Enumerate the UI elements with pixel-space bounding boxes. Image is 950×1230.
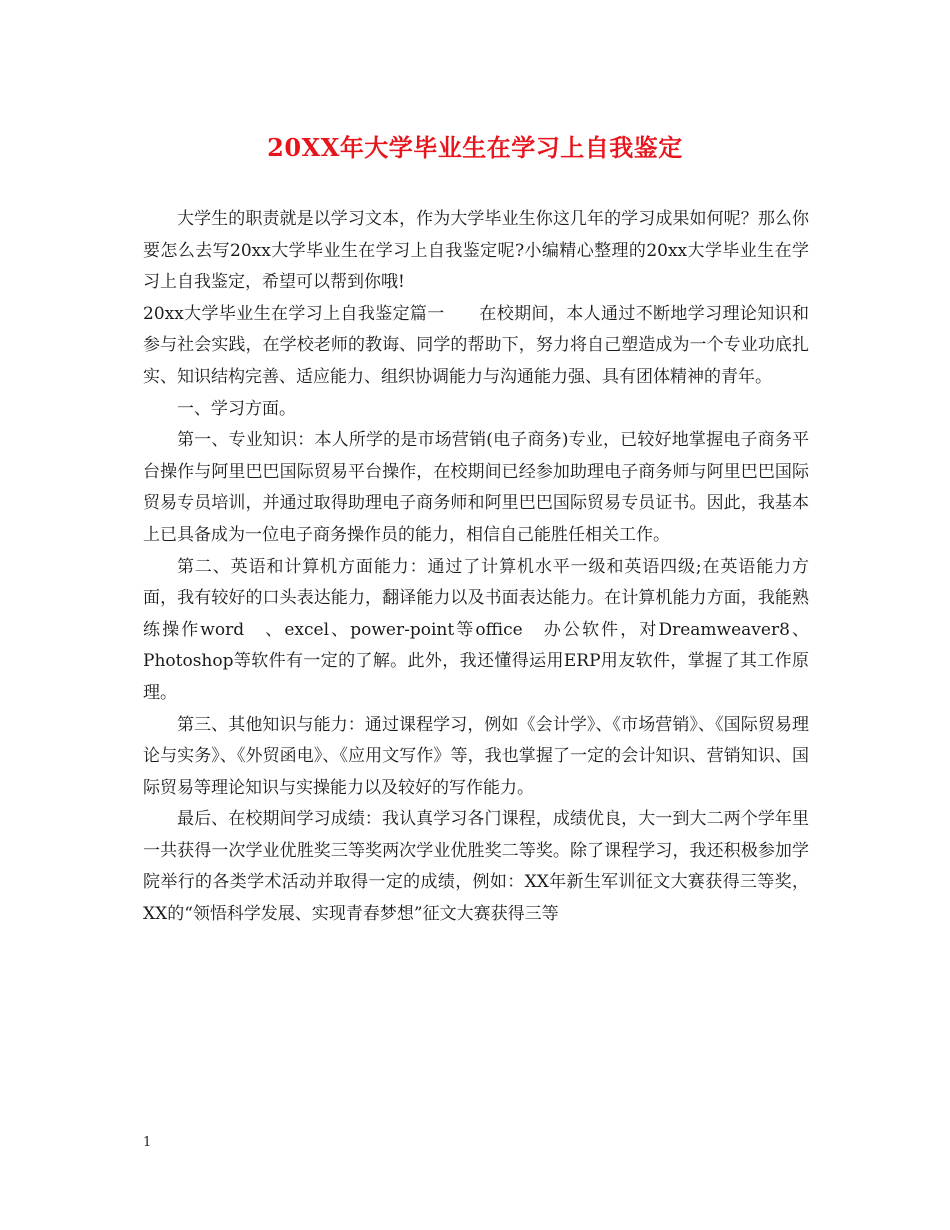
professional-knowledge-paragraph: 第一、专业知识：本人所学的是市场营销(电子商务)专业，已较好地掌握电子商务平台操作与阿里巴巴国际贸易平台操作，在校期间已经参加助理电子商务师与阿里巴巴国际贸易专员培训，并通过取得助理电子商务师和阿里巴巴国际贸易专员证书。因此，我基本上已具备成为一位电子商务操作员的能力，相信自己能胜任相关工作。 xyxy=(143,430,809,545)
study-heading: 一、学习方面。 xyxy=(177,398,296,419)
section-one-paragraph: 20xx大学毕业生在学习上自我鉴定篇一 在校期间，本人通过不断地学习理论知识和参与社会实践，在学校老师的教诲、同学的帮助下，努力将自己塑造成为一个专业功底扎实、知识结构完善、适应能力、组织协调能力与沟通能力强、具有团体精神的青年。 xyxy=(143,303,809,387)
other-knowledge-paragraph: 第三、其他知识与能力：通过课程学习，例如《会计学》、《市场营销》、《国际贸易理论与实务》、《外贸函电》、《应用文写作》等，我也掌握了一定的会计知识、营销知识、国际贸易等理论知识与实操能力以及较好的写作能力。 xyxy=(143,714,809,798)
document-title: 20XX年大学毕业生在学习上自我鉴定 xyxy=(267,133,683,162)
grades-paragraph: 最后、在校期间学习成绩：我认真学习各门课程，成绩优良，大一到大二两个学年里一共获得一次学业优胜奖三等奖两次学业优胜奖二等奖。除了课程学习，我还积极参加学院举行的各类学术活动并取得一定的成绩，例如：XX年新生军训征文大赛获得三等奖，XX的“领悟科学发展、实现青春梦想”征文大赛获得三等 xyxy=(143,809,809,925)
page-number: 1 xyxy=(143,1135,152,1150)
document-body xyxy=(143,204,809,931)
intro-paragraph: 大学生的职责就是以学习文本，作为大学毕业生你这几年的学习成果如何呢？那么你要怎么去写20xx大学毕业生在学习上自我鉴定呢?小编精心整理的20xx大学毕业生在学习上自我鉴定，希望可以帮到你哦! xyxy=(143,209,809,293)
english-computer-paragraph: 第二、英语和计算机方面能力：通过了计算机水平一级和英语四级;在英语能力方面，我有较好的口头表达能力，翻译能力以及书面表达能力。在计算机能力方面，我能熟练操作word 、excel、power-point等office 办公软件，对Dreamweaver8、Photoshop等软件有一定的了解。此外，我还懂得运用ERP用友软件，掌握了其工作原理。 xyxy=(143,556,809,703)
